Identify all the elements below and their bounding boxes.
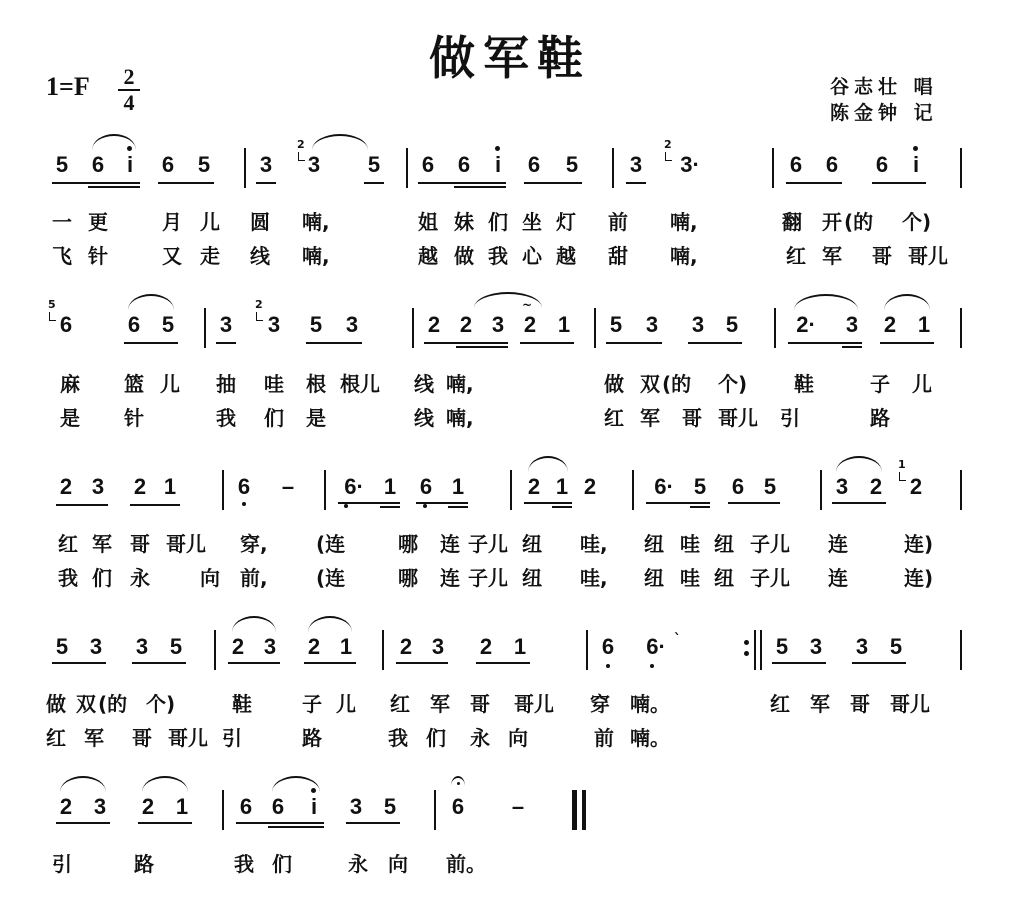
note: 2: [883, 312, 897, 337]
note: 3: [809, 634, 823, 659]
note: 6: [457, 152, 471, 177]
note: 3·: [680, 152, 700, 177]
note: 5: [693, 474, 707, 499]
note: 6: [237, 474, 251, 499]
note: 6·: [646, 634, 666, 659]
note: 2: [59, 474, 73, 499]
note: 3: [855, 634, 869, 659]
note: 3: [135, 634, 149, 659]
note: 1: [555, 474, 569, 499]
note: 5: [161, 312, 175, 337]
note: 6: [239, 794, 253, 819]
note: 3: [835, 474, 849, 499]
note: 5: [197, 152, 211, 177]
note: 3: [263, 634, 277, 659]
note: 6: [127, 312, 141, 337]
note: –: [511, 794, 525, 819]
note: i: [494, 152, 502, 177]
note: 1: [383, 474, 397, 499]
note: 6: [731, 474, 745, 499]
time-signature: [118, 66, 140, 114]
note: 3: [645, 312, 659, 337]
meter-bottom: 4: [123, 90, 135, 115]
recorder-credit: 陈金钟 记: [830, 102, 938, 124]
note: 2: [59, 794, 73, 819]
note: 5: [55, 634, 69, 659]
note: 6·: [654, 474, 674, 499]
note: 2: [427, 312, 441, 337]
note: 6: [161, 152, 175, 177]
note: 2: [307, 634, 321, 659]
note: 2: [479, 634, 493, 659]
note: 6: [271, 794, 285, 819]
note: i: [912, 152, 920, 177]
note: 3: [491, 312, 505, 337]
note: 3: [307, 152, 321, 177]
note: 2: [523, 312, 537, 337]
note: 3: [89, 634, 103, 659]
note: 2: [141, 794, 155, 819]
note: 1: [451, 474, 465, 499]
key-signature: 1=F: [46, 72, 90, 101]
note: 5: [763, 474, 777, 499]
singer-credit: 谷志壮 唱: [830, 76, 938, 98]
meter-top: 2: [123, 64, 135, 89]
note: 6: [59, 312, 73, 337]
note: 3: [345, 312, 359, 337]
note: 2: [527, 474, 541, 499]
note: 5: [55, 152, 69, 177]
note: 6: [421, 152, 435, 177]
note: 3: [219, 312, 233, 337]
note: 6: [601, 634, 615, 659]
note: i: [126, 152, 134, 177]
note: 1: [163, 474, 177, 499]
note: 1: [175, 794, 189, 819]
note: 1: [339, 634, 353, 659]
note: 5: [565, 152, 579, 177]
note: 3: [629, 152, 643, 177]
note: 2·: [796, 312, 816, 337]
note: 2: [399, 634, 413, 659]
note: 3: [93, 794, 107, 819]
note: 5: [609, 312, 623, 337]
note: 3: [349, 794, 363, 819]
note: 5: [367, 152, 381, 177]
note: 5: [169, 634, 183, 659]
note: 2: [909, 474, 923, 499]
note: 5: [775, 634, 789, 659]
note: 6·: [344, 474, 364, 499]
note: 1: [557, 312, 571, 337]
note: 6: [789, 152, 803, 177]
note: 2: [231, 634, 245, 659]
note: –: [281, 474, 295, 499]
note: 3: [267, 312, 281, 337]
note: 2: [459, 312, 473, 337]
note: 5: [725, 312, 739, 337]
note: 2: [869, 474, 883, 499]
note: 6: [527, 152, 541, 177]
note: 5: [309, 312, 323, 337]
note: 5: [383, 794, 397, 819]
note: 3: [691, 312, 705, 337]
note: 6: [825, 152, 839, 177]
song-title: 做军鞋: [429, 31, 591, 85]
note: 1: [917, 312, 931, 337]
note: 3: [431, 634, 445, 659]
note: 6: [451, 794, 465, 819]
note: 3: [259, 152, 273, 177]
note: 2: [583, 474, 597, 499]
note: 6: [875, 152, 889, 177]
note: 2: [133, 474, 147, 499]
note: 5: [889, 634, 903, 659]
note: i: [310, 794, 318, 819]
note: 3: [91, 474, 105, 499]
note: 6: [419, 474, 433, 499]
note: 6: [91, 152, 105, 177]
note: 3: [845, 312, 859, 337]
note: 1: [513, 634, 527, 659]
